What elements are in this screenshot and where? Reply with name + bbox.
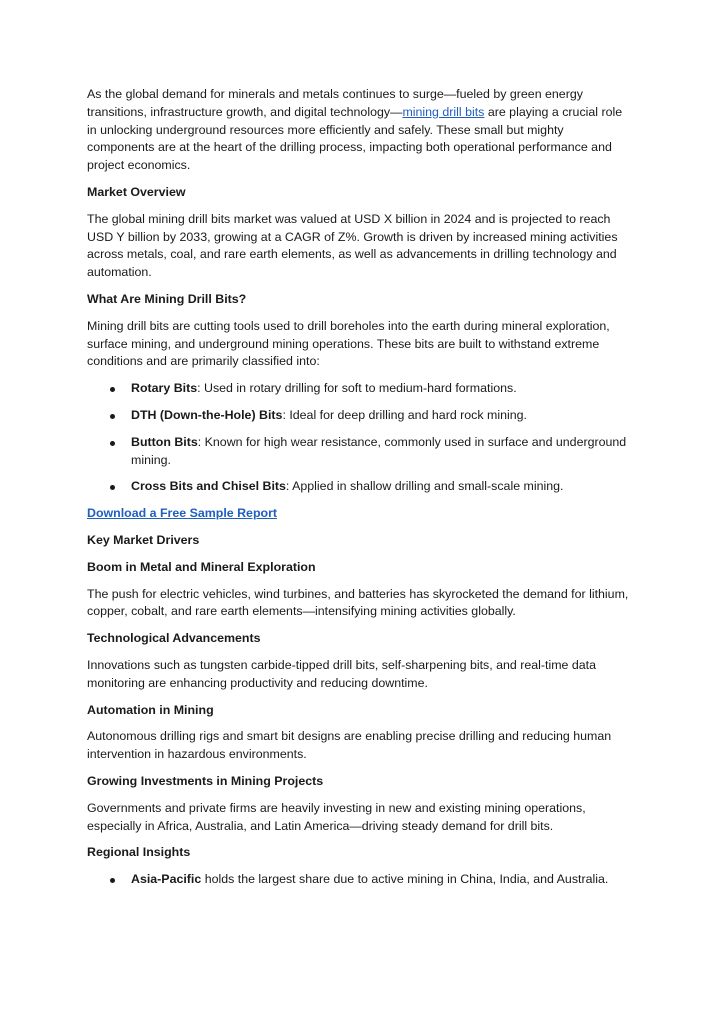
list-item-term: Cross Bits and Chisel Bits <box>131 479 286 494</box>
driver-body-exploration: The push for electric vehicles, wind turbines, and batteries has skyrocketed the demand for lithium, copper, cobalt, and rare earth elements—intensifying mining activities globally. <box>87 586 629 619</box>
bullet-icon <box>110 441 115 446</box>
list-item <box>87 434 633 470</box>
mining-drill-bits-link[interactable]: mining drill bits <box>402 104 485 119</box>
market-overview-heading: Market Overview <box>87 184 186 199</box>
intro-text-after: are playing a crucial role in unlocking underground resources more efficiently and safely. These small but mighty components are at the heart of the drilling process, impacting both operational performance and project economics. <box>87 104 623 173</box>
driver-body-investments: Governments and private firms are heavily investing in new and existing mining operations, especially in Africa, Australia, and Latin America—driving steady demand for drill bits. <box>87 800 586 833</box>
list-item-term: Button Bits <box>131 434 198 449</box>
regional-insights-heading: Regional Insights <box>87 845 191 860</box>
driver-body-technology: Innovations such as tungsten carbide-tipped drill bits, self-sharpening bits, and real-time data monitoring are enhancing productivity and reducing downtime. <box>87 657 596 690</box>
list-item-term: Rotary Bits <box>131 381 198 396</box>
list-item-term: Asia-Pacific <box>131 872 202 887</box>
driver-heading-investments: Growing Investments in Mining Projects <box>87 773 324 788</box>
driver-body-automation: Autonomous drilling rigs and smart bit designs are enabling precise drilling and reducing human intervention in hazardous environments. <box>87 729 612 762</box>
market-overview-body: The global mining drill bits market was valued at USD X billion in 2024 and is projected to reach USD Y billion by 2033, growing at a CAGR of Z%. Growth is driven by increased mining activities across metals, coal, and rare earth elements, as well as advancements in drilling technology and automation. <box>87 211 618 280</box>
download-sample-report-link[interactable]: Download a Free Sample Report <box>87 506 278 521</box>
list-item-text: : Known for high wear resistance, commonly used in surface and underground mining. <box>131 434 627 467</box>
driver-heading-exploration: Boom in Metal and Mineral Exploration <box>87 559 316 574</box>
bullet-icon <box>110 878 115 883</box>
bullet-icon <box>110 387 115 392</box>
list-item-term: DTH (Down-the-Hole) Bits <box>131 407 283 422</box>
list-item-text: : Ideal for deep drilling and hard rock mining. <box>282 407 527 422</box>
list-item <box>87 478 633 496</box>
intro-paragraph <box>87 86 633 175</box>
bullet-icon <box>110 414 115 419</box>
driver-heading-technology: Technological Advancements <box>87 631 261 646</box>
list-item <box>87 380 633 398</box>
key-drivers-heading: Key Market Drivers <box>87 532 200 547</box>
driver-heading-automation: Automation in Mining <box>87 702 214 717</box>
intro-text-before: As the global demand for minerals and metals continues to surge—fueled by green energy transitions, infrastructure growth, and digital technology— <box>87 87 583 119</box>
list-item <box>87 407 633 425</box>
list-item-text: : Used in rotary drilling for soft to medium-hard formations. <box>197 381 517 396</box>
what-are-heading: What Are Mining Drill Bits? <box>87 291 247 306</box>
list-item <box>87 871 633 889</box>
what-are-body: Mining drill bits are cutting tools used to drill boreholes into the earth during mineral exploration, surface mining, and underground mining operations. These bits are built to withstand extreme conditions and are primarily classified into: <box>87 318 610 369</box>
list-item-text: : Applied in shallow drilling and small-scale mining. <box>285 479 564 494</box>
drill-bit-types-list <box>87 380 633 496</box>
regional-list <box>87 871 633 889</box>
list-item-text: holds the largest share due to active mining in China, India, and Australia. <box>201 872 609 887</box>
bullet-icon <box>110 485 115 490</box>
